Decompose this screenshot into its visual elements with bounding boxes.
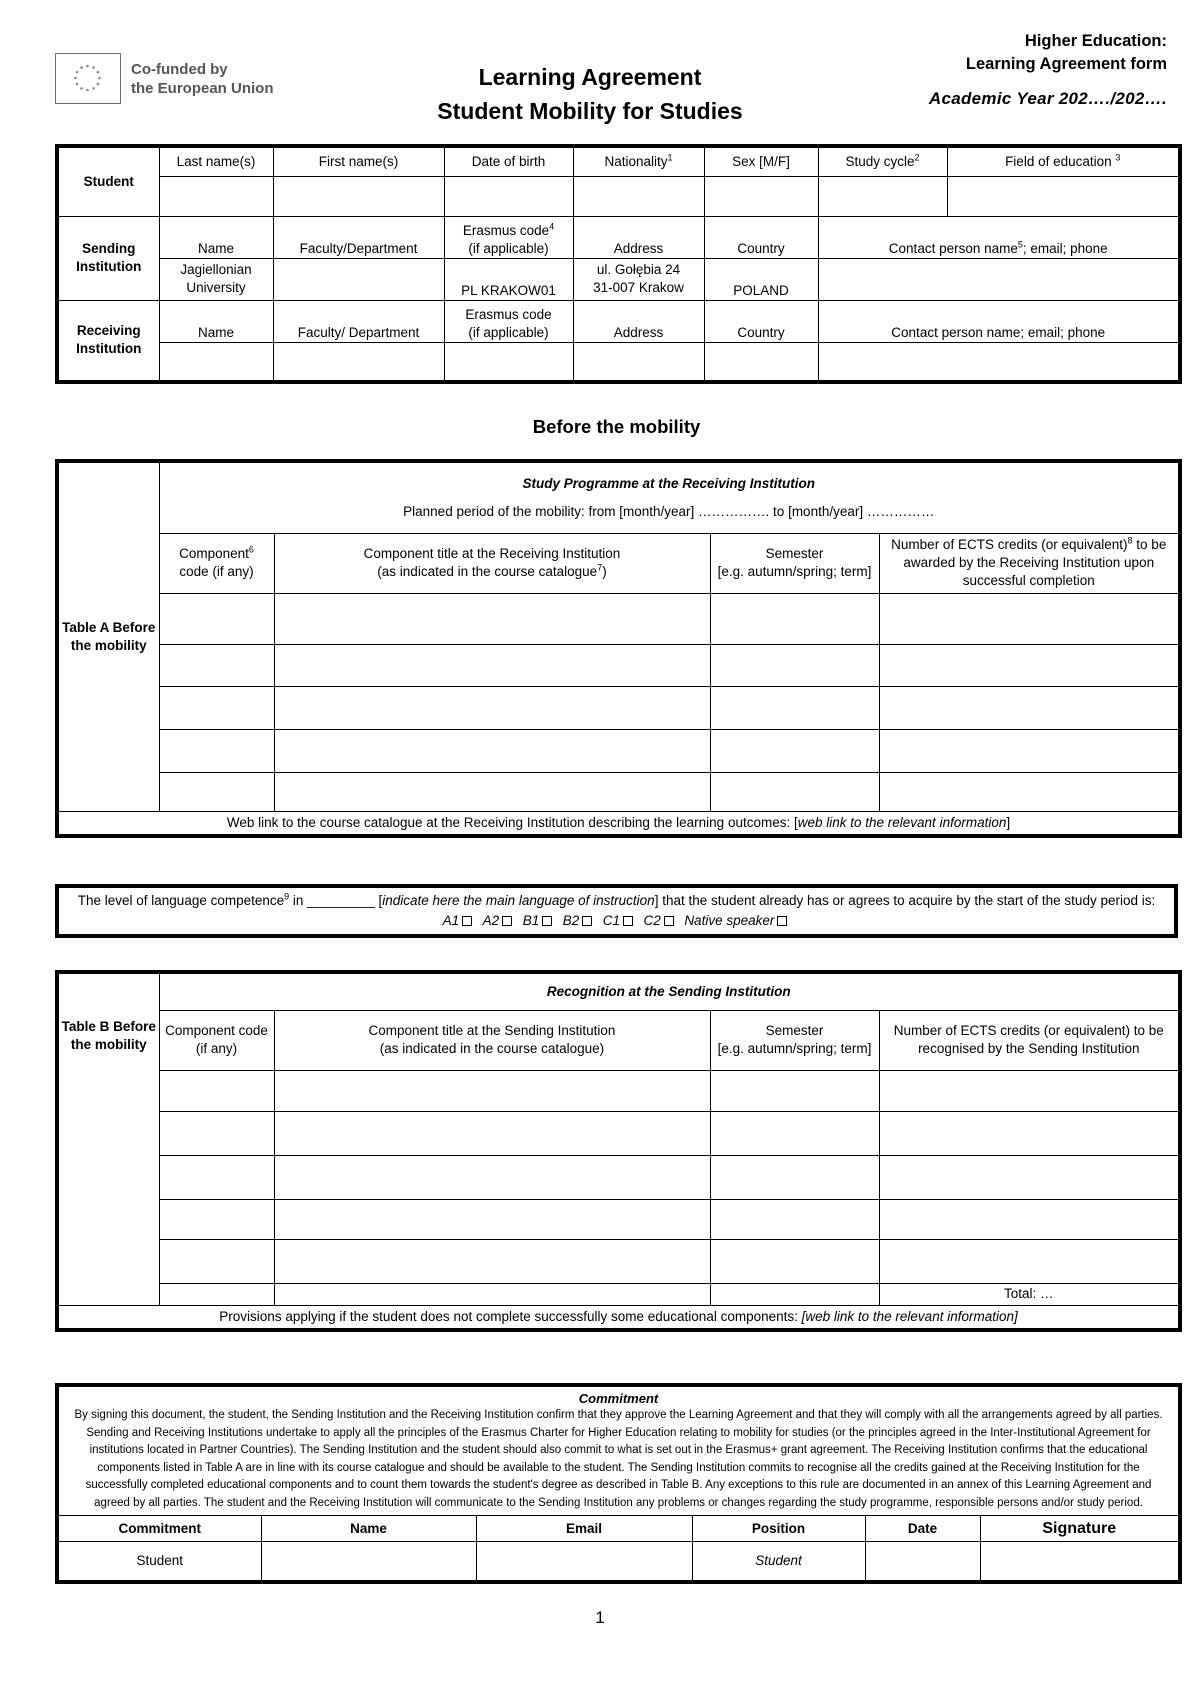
table-a-footer: Web link to the course catalogue at the Receiving Institution describing the learning outcomes: [web link to the relevant information] [57, 811, 1180, 836]
receiving-name-header: Name [159, 300, 273, 342]
level-c1: C1 [602, 913, 621, 928]
table-a-row [57, 686, 1180, 729]
sending-address-header: Address [573, 216, 704, 258]
sending-address-value: ul. Gołębia 24 31-007 Krakow [573, 258, 704, 300]
table-b-row [57, 1070, 1180, 1111]
title-line2: Student Mobility for Studies [437, 98, 743, 124]
receiving-country-field[interactable] [704, 342, 818, 382]
student-position: Student [692, 1542, 865, 1582]
table-a-side-label: Table A Before the mobility [57, 461, 159, 811]
receiving-contact-field[interactable] [818, 342, 1180, 382]
sex-field[interactable] [704, 176, 818, 216]
student-date-field[interactable] [865, 1542, 980, 1582]
level-b2-checkbox[interactable] [582, 916, 592, 926]
level-c2-checkbox[interactable] [664, 916, 674, 926]
sending-faculty-header: Faculty/Department [273, 216, 444, 258]
eu-flag-icon [55, 53, 121, 104]
table-a-title: Study Programme at the Receiving Institution [522, 475, 816, 491]
student-institution-table [55, 144, 1182, 384]
level-b2: B2 [562, 913, 580, 928]
last-name-field[interactable] [159, 176, 273, 216]
level-a1-checkbox[interactable] [462, 916, 472, 926]
col-date: Date [865, 1516, 980, 1542]
sex-header: Sex [M/F] [704, 146, 818, 176]
sending-country-value: POLAND [704, 258, 818, 300]
course-catalogue-link[interactable]: web link to the relevant information [797, 814, 1007, 830]
page-number: 1 [595, 1608, 605, 1627]
sending-erasmus-code-value: PL KRAKOW01 [444, 258, 573, 300]
table-b [55, 970, 1182, 1332]
eu-logo [55, 53, 274, 104]
commitment-title: Commitment [578, 1391, 659, 1406]
academic-year: Academic Year 202…./202…. [928, 89, 1167, 108]
nationality-header: Nationality$^1$ [573, 146, 704, 176]
student-commitment-label: Student [57, 1542, 261, 1582]
form-type-heading [929, 30, 1167, 110]
logo-text-line2: the European Union [131, 79, 274, 97]
table-b-row [57, 1239, 1180, 1283]
receiving-erasmus-code-field[interactable] [444, 342, 573, 382]
higher-education-label: Higher Education: [1024, 32, 1167, 50]
level-b1-checkbox[interactable] [542, 916, 552, 926]
table-b-row [57, 1155, 1180, 1199]
ects-total: Total: … [879, 1283, 1180, 1305]
table-b-side-label: Table B Before the mobility [57, 972, 159, 1305]
table-b-col-title: Component title at the Sending Institution (as indicated in the course catalogue) [274, 1010, 710, 1070]
table-a-col-title: Component title at the Receiving Institution (as indicated in the course catalogue$^7$) [274, 533, 710, 593]
sending-institution-label: Sending Institution [57, 216, 159, 300]
study-cycle-header: Study cycle$^2$ [818, 146, 947, 176]
sending-erasmus-code-header: Erasmus code$^4$ (if applicable) [444, 216, 573, 258]
commitment-statement [57, 1385, 1180, 1516]
table-b-total-row [57, 1283, 1180, 1305]
level-a2-checkbox[interactable] [502, 916, 512, 926]
logo-text-line1: Co-funded by [131, 60, 228, 78]
commitment-table [55, 1383, 1182, 1584]
field-header: Field of education $^3$ [947, 146, 1180, 176]
table-a [55, 459, 1182, 838]
field-of-education-field[interactable] [947, 176, 1180, 216]
receiving-faculty-header: Faculty/ Department [273, 300, 444, 342]
table-b-col-semester: Semester [e.g. autumn/spring; term] [710, 1010, 879, 1070]
student-label: Student [57, 146, 159, 216]
student-email-field[interactable] [476, 1542, 692, 1582]
table-a-col-ects: Number of ECTS credits (or equivalent)$^8$ to be awarded by the Receiving Institution upon successful completion [879, 533, 1180, 593]
table-b-row [57, 1111, 1180, 1155]
receiving-country-header: Country [704, 300, 818, 342]
table-b-footer: Provisions applying if the student does not complete successfully some educational components: [web link to the relevant information] [57, 1305, 1180, 1330]
nationality-field[interactable] [573, 176, 704, 216]
planned-period: Planned period of the mobility: from [month/year] ……………. to [month/year] …………… [403, 503, 935, 519]
receiving-faculty-field[interactable] [273, 342, 444, 382]
student-signature-field[interactable] [980, 1542, 1180, 1582]
table-a-header [159, 461, 1180, 533]
document-title [380, 60, 800, 128]
receiving-institution-label: Receiving Institution [57, 300, 159, 382]
receiving-name-field[interactable] [159, 342, 273, 382]
sending-name-header: Name [159, 216, 273, 258]
table-a-col-semester: Semester [e.g. autumn/spring; term] [710, 533, 879, 593]
sending-name-value: Jagiellonian University [159, 258, 273, 300]
receiving-address-field[interactable] [573, 342, 704, 382]
sending-country-header: Country [704, 216, 818, 258]
level-b1: B1 [522, 913, 540, 928]
level-native: Native speaker [684, 913, 775, 928]
level-c1-checkbox[interactable] [623, 916, 633, 926]
sending-contact-field[interactable] [818, 258, 1180, 300]
col-name: Name [261, 1516, 476, 1542]
sending-contact-header: Contact person name$^5$; email; phone [818, 216, 1180, 258]
dob-field[interactable] [444, 176, 573, 216]
table-a-col-code: Component$^6$ code (if any) [159, 533, 274, 593]
form-name-label: Learning Agreement form [965, 55, 1167, 73]
language-competence-table [55, 884, 1178, 938]
level-a2: A2 [482, 913, 500, 928]
level-c2: C2 [643, 913, 661, 928]
provisions-link[interactable]: [web link to the relevant information] [801, 1308, 1018, 1324]
last-name-header: Last name(s) [159, 146, 273, 176]
table-a-row [57, 593, 1180, 644]
commitment-text: By signing this document, the student, the Sending Institution and the Receiving Institution confirm that they approve the Learning Agreement and that they will comply with all the arrangements agreed by all parties. Sending and Receiving Institutions undertake to apply all the principles of the Erasmus Charter for Higher Education relating to mobility for studies (or the principles agreed in the Inter-Institutional Agreement for institutions located in Partner Countries). The Sending Institution and the student should also commit to what is set out in the Erasmus+ grant agreement. The Receiving Institution confirms that the educational components listed in Table A are in line with its course catalogue and should be available to the student. The Sending Institution commits to recognise all the credits gained at the Receiving Institution for the successfully completed educational components and to count them towards the student's degree as described in Table B. Any exceptions to this rule are documented in an annex of this Learning Agreement and agreed by all parties. The student and the Receiving Institution will communicate to the Sending Institution any problems or changes regarding the study programme, responsible persons and/or study period. [74, 1409, 1163, 1509]
table-a-row [57, 772, 1180, 811]
title-line1: Learning Agreement [478, 64, 702, 90]
sending-faculty-field[interactable] [273, 258, 444, 300]
col-email: Email [476, 1516, 692, 1542]
table-b-row [57, 1199, 1180, 1239]
dob-header: Date of birth [444, 146, 573, 176]
first-name-field[interactable] [273, 176, 444, 216]
col-signature: Signature [980, 1516, 1180, 1542]
receiving-contact-header: Contact person name; email; phone [818, 300, 1180, 342]
col-position: Position [692, 1516, 865, 1542]
receiving-erasmus-code-header: Erasmus code (if applicable) [444, 300, 573, 342]
table-a-row [57, 644, 1180, 686]
level-a1: A1 [442, 913, 460, 928]
table-b-col-ects: Number of ECTS credits (or equivalent) to be recognised by the Sending Institution [879, 1010, 1180, 1070]
table-a-row [57, 729, 1180, 772]
first-name-header: First name(s) [273, 146, 444, 176]
table-b-col-code: Component code (if any) [159, 1010, 274, 1070]
receiving-address-header: Address [573, 300, 704, 342]
level-native-checkbox[interactable] [777, 916, 787, 926]
language-competence-text: The level of language competence$^9$ in _________ [indicate here the main language of instruction] that the student already has or agrees to acquire by the start of the study period is: A1 A2 B1 B2 C1 C2 Native speaker [57, 886, 1176, 936]
col-commitment: Commitment [57, 1516, 261, 1542]
table-b-title: Recognition at the Sending Institution [159, 972, 1180, 1010]
study-cycle-field[interactable] [818, 176, 947, 216]
before-mobility-heading: Before the mobility [532, 416, 701, 437]
student-name-field[interactable] [261, 1542, 476, 1582]
